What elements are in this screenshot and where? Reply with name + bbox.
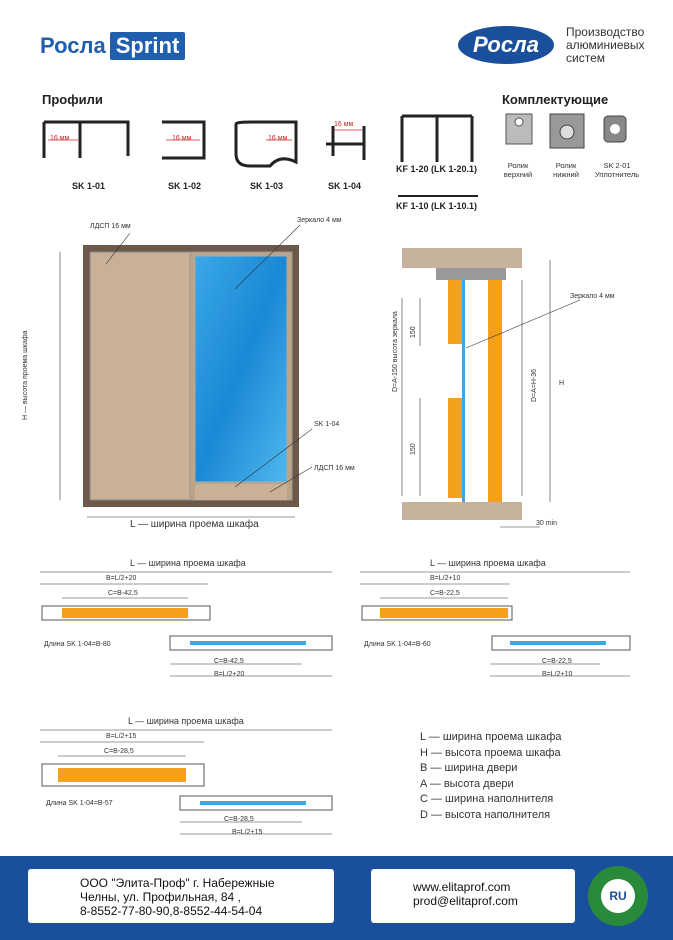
- door-left-ldsp: [90, 252, 190, 500]
- front-ldsp-top-label: ЛДСП 16 мм: [90, 223, 131, 230]
- scheme-2-drawing: [360, 558, 660, 688]
- scheme-3-len: Длина SK 1-04=B-57: [46, 800, 113, 807]
- door-inner-bottom: [448, 398, 462, 498]
- sk103-dim: 16 мм: [268, 135, 288, 142]
- scheme-3-b: B=L/2+15: [106, 733, 137, 740]
- scheme-3-mirror-fill: [200, 801, 306, 805]
- legend: [420, 730, 562, 823]
- address-line: ООО "Элита-Проф" г. Набережные: [80, 876, 275, 890]
- legend-item: L — ширина проема шкафа: [420, 731, 562, 743]
- profile-sk104-shape: [326, 126, 364, 160]
- roller-top-label: [503, 161, 533, 179]
- accessory-label: нижний: [553, 170, 579, 179]
- door-outer: [488, 280, 502, 502]
- scheme-2-title: L — ширина проема шкафа: [430, 558, 546, 568]
- accessory-label: верхний: [503, 170, 533, 179]
- kf120-label: KF 1-20 (LK 1-20.1): [396, 164, 478, 174]
- scheme-1-b: B=L/2+20: [106, 575, 137, 582]
- profile-sk103-shape: [236, 122, 296, 166]
- ru-badge-text: RU: [601, 879, 635, 913]
- scheme-3-door-fill: [58, 768, 186, 782]
- section-a-label: D=A=H-36: [531, 368, 538, 402]
- tagline: [566, 26, 645, 65]
- sk104-dim: 16 мм: [334, 121, 354, 128]
- front-height-label: H — высота проема шкафа: [22, 330, 29, 420]
- scheme-2-b2: B=L/2+10: [542, 671, 573, 678]
- sk102-label: SK 1-02: [168, 181, 202, 191]
- scheme-3-c: C=B-28,5: [104, 748, 134, 755]
- sk101-dim: 16 мм: [50, 135, 70, 142]
- legend-item: A — высота двери: [420, 777, 514, 790]
- sk101-label: SK 1-01: [72, 181, 106, 191]
- scheme-2-mirror-fill: [510, 641, 606, 645]
- accessories-title: Комплектующие: [502, 92, 609, 107]
- scheme-1-title: L — ширина проема шкафа: [130, 558, 246, 568]
- address-line: 8-8552-77-80-90,8-8552-44-54-04: [80, 904, 263, 918]
- section-top-panel: [402, 248, 522, 268]
- section-mirror-label: Зеркало 4 мм: [570, 293, 615, 300]
- section-150-bottom-label: 150: [410, 443, 417, 455]
- front-mirror-label: Зеркало 4 мм: [297, 217, 342, 224]
- scheme-3-b2: B=L/2+15: [232, 829, 263, 836]
- scheme-2-len: Длина SK 1-04=B-60: [364, 641, 431, 648]
- scheme-1-mirror-fill: [190, 641, 306, 645]
- profile-kf120-shape: [402, 116, 472, 162]
- door-right-mirror: [195, 256, 287, 482]
- brand-name: Росла: [40, 33, 106, 58]
- logo-text: Росла: [473, 32, 539, 57]
- address-line: Челны, ул. Профильная, 84 ,: [80, 890, 241, 904]
- scheme-2-door-fill: [380, 608, 508, 618]
- front-ldsp-bottom-label: ЛДСП 16 мм: [314, 465, 355, 472]
- website-link[interactable]: www.elitaprof.com: [413, 880, 511, 894]
- seal-label: [592, 161, 642, 179]
- tagline-line: Производство: [566, 25, 645, 39]
- legend-item: B — ширина двери: [420, 762, 518, 774]
- tagline-line: систем: [566, 51, 605, 65]
- mirror-edge: [462, 280, 465, 502]
- scheme-2-c: C=B-22,5: [430, 590, 460, 597]
- scheme-1-c: C=B-42,5: [108, 590, 138, 597]
- scheme-3-title: L — ширина проема шкафа: [128, 716, 244, 726]
- section-h-label: H: [559, 380, 565, 387]
- scheme-2-c2: C=B-22,5: [542, 658, 572, 665]
- ru-badge-icon: [588, 866, 648, 926]
- brand-sprint: Sprint: [110, 32, 186, 60]
- accessory-label: SK 2-01: [603, 161, 631, 170]
- brand-logo-sprint: [40, 32, 185, 60]
- legend-item: C — ширина наполнителя: [420, 793, 554, 805]
- front-sk-label: SK 1-04: [314, 421, 340, 428]
- scheme-1-door-fill: [62, 608, 188, 618]
- sk103-label: SK 1-03: [250, 181, 284, 191]
- section-min-label: 30 min: [536, 520, 558, 527]
- accessory-label: Ролик: [507, 161, 529, 170]
- brand-logo-rosla: [458, 26, 554, 64]
- scheme-1-b2: B=L/2+20: [214, 671, 245, 678]
- profiles-title: Профили: [42, 92, 103, 107]
- kf110-label: KF 1-10 (LK 1-10.1): [396, 201, 478, 211]
- footer-contact-box: [371, 869, 575, 923]
- scheme-1-drawing: [40, 558, 340, 688]
- section-d-label: D=A-150 высота зеркала: [392, 311, 399, 392]
- scheme-1-len: Длина SK 1-04=B-80: [44, 641, 111, 648]
- door-right-ldsp: [195, 484, 287, 500]
- email-link[interactable]: prod@elitaprof.com: [413, 894, 518, 908]
- sk104-label: SK 1-04: [328, 181, 362, 191]
- front-view-drawing: [50, 215, 360, 535]
- section-150-top-label: 150: [410, 326, 417, 338]
- accessory-label: Уплотнитель: [594, 170, 640, 179]
- scheme-2-b: B=L/2+10: [430, 575, 461, 582]
- scheme-1-c2: C=B-42,5: [214, 658, 244, 665]
- door-inner-top: [448, 280, 462, 344]
- roller-bottom-label: [548, 161, 584, 179]
- sk102-dim: 16 мм: [172, 135, 192, 142]
- accessory-label: Ролик: [555, 161, 577, 170]
- section-bottom-panel: [402, 502, 522, 520]
- legend-item: H — высота проема шкафа: [420, 746, 561, 759]
- footer-address-box: [28, 869, 334, 923]
- front-width-label: L — ширина проема шкафа: [130, 519, 259, 530]
- scheme-3-drawing: [40, 716, 340, 846]
- scheme-3-c2: C=B-28,5: [224, 816, 254, 823]
- section-view-drawing: [380, 240, 670, 530]
- tagline-line: алюминиевых: [566, 38, 645, 52]
- legend-item: D — высота наполнителя: [420, 808, 551, 821]
